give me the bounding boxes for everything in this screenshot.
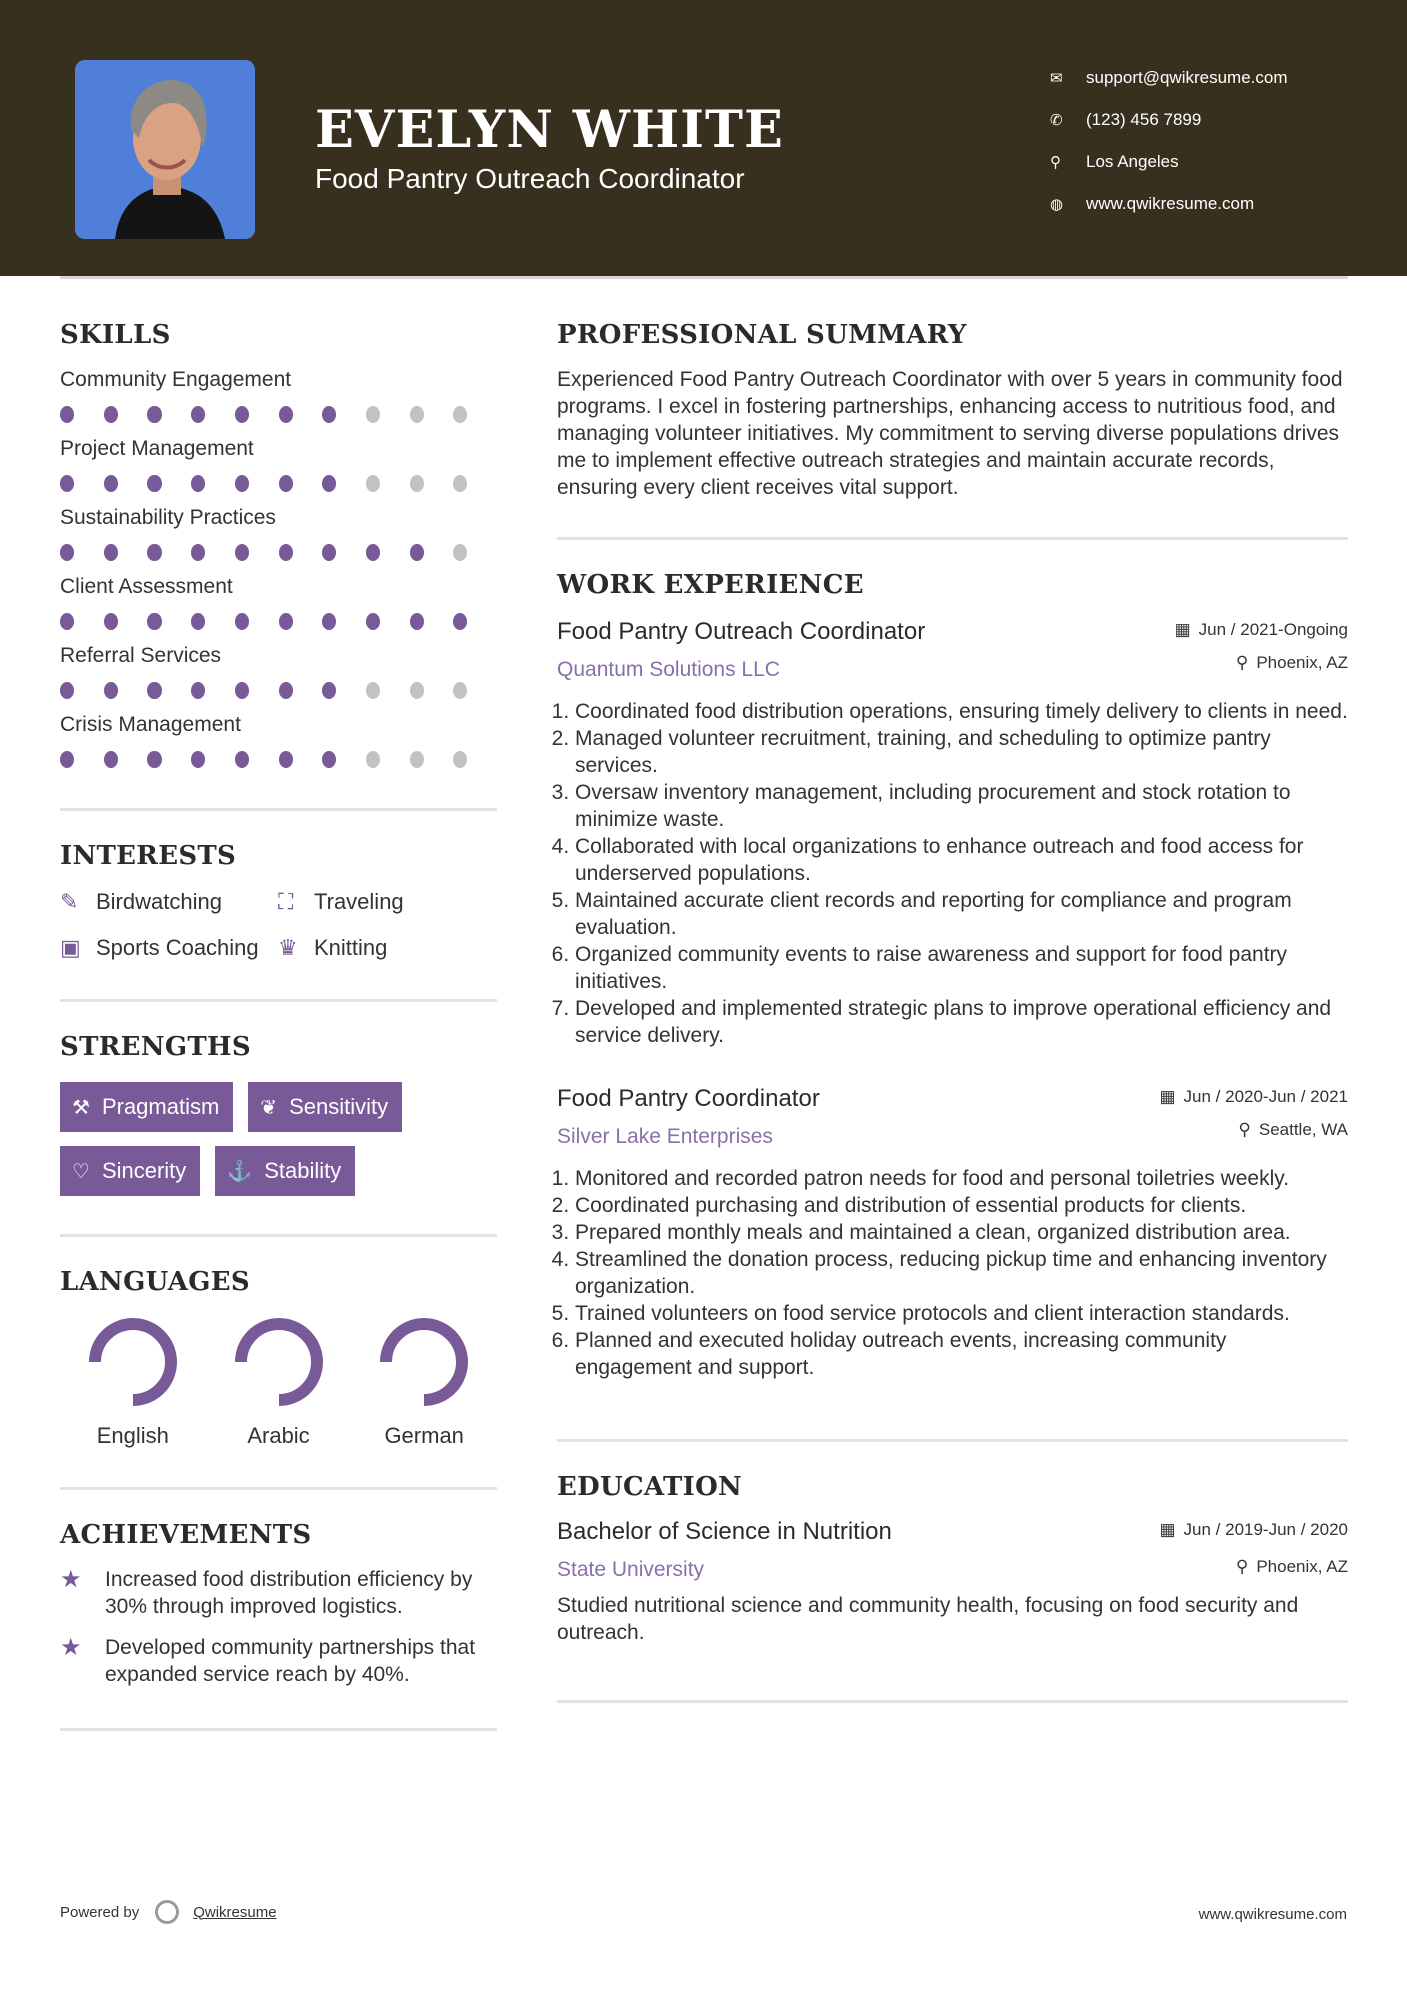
skills-heading: SKILLS	[60, 320, 171, 350]
skill-name: Project Management	[60, 437, 254, 460]
rating-dot	[410, 475, 424, 492]
education-dates	[1159, 1520, 1348, 1540]
interests-heading: INTERESTS	[60, 841, 237, 871]
contact-email[interactable]	[1050, 57, 1288, 99]
interest-label: Traveling	[314, 889, 404, 914]
envelope-icon: ✉	[1050, 70, 1063, 87]
rating-dot	[279, 613, 293, 630]
language-item	[60, 1317, 206, 1449]
rating-dot	[147, 406, 161, 423]
skill-rating	[60, 544, 497, 561]
language-level-arc	[379, 1317, 469, 1407]
rating-dot	[410, 613, 424, 630]
trophy-icon: ♛	[278, 935, 298, 960]
interest-item	[278, 889, 478, 915]
rating-dot	[279, 544, 293, 561]
strength-label: Stability	[264, 1158, 342, 1183]
candidate-name: EVELYN WHITE	[315, 100, 784, 160]
education-description: Studied nutritional science and community health, focusing on food security and outreach.	[557, 1594, 1299, 1644]
right-column	[557, 320, 1348, 1703]
skill-name: Community Engagement	[60, 368, 292, 391]
education-location	[1236, 1557, 1348, 1577]
skill-rating	[60, 682, 497, 699]
rating-dot	[104, 751, 118, 768]
skill-rating	[60, 751, 497, 768]
contact-location	[1050, 141, 1288, 183]
rating-dot	[104, 544, 118, 561]
skills-list	[60, 368, 497, 768]
section-divider	[557, 1700, 1348, 1703]
map-marker-icon: ⚲	[1050, 154, 1061, 171]
section-divider	[60, 808, 497, 811]
interest-label: Birdwatching	[96, 889, 222, 914]
language-label: English	[96, 1423, 169, 1448]
rating-dot	[235, 544, 249, 561]
contact-phone[interactable]	[1050, 99, 1288, 141]
qwikresume-logo-icon	[155, 1900, 179, 1924]
job-bullet: 6. Planned and executed holiday outreach events, increasing community engagement and support.	[575, 1327, 1348, 1381]
rating-dot	[322, 682, 336, 699]
heart-icon: ♡	[72, 1160, 90, 1183]
calendar-icon: ▦	[1159, 1520, 1176, 1539]
strength-tag	[248, 1082, 402, 1132]
skill-name: Crisis Management	[60, 713, 241, 736]
job-entry	[557, 1085, 1348, 1381]
degree-title: Bachelor of Science in Nutrition	[557, 1518, 892, 1545]
strength-tag	[60, 1146, 200, 1196]
strength-label: Sensitivity	[289, 1094, 389, 1119]
rating-dot	[322, 475, 336, 492]
portrait-image	[75, 60, 255, 239]
job-bullet: 4. Streamlined the donation process, reducing pickup time and enhancing inventory organization.	[575, 1246, 1348, 1300]
language-level-arc	[88, 1317, 178, 1407]
rating-dot	[191, 613, 205, 630]
job-bullet: 1. Coordinated food distribution operations, ensuring timely delivery to clients in need.	[575, 698, 1348, 725]
rating-dot	[279, 682, 293, 699]
rating-dot	[60, 751, 74, 768]
job-location	[1236, 653, 1348, 673]
education-dates-text: Jun / 2019-Jun / 2020	[1183, 1520, 1348, 1539]
job-bullet: 3. Prepared monthly meals and maintained a clean, organized distribution area.	[575, 1219, 1348, 1246]
star-icon: ★	[60, 1566, 82, 1593]
rating-dot	[235, 613, 249, 630]
job-bullet: 5. Trained volunteers on food service protocols and client interaction standards.	[575, 1300, 1348, 1327]
interest-label: Knitting	[314, 935, 388, 960]
rating-dot	[147, 682, 161, 699]
rating-dot	[366, 613, 380, 630]
language-item	[351, 1317, 497, 1449]
calendar-icon: ▦	[1159, 1087, 1176, 1106]
job-bullet: 1. Monitored and recorded patron needs for food and personal toiletries weekly.	[575, 1165, 1348, 1192]
rating-dot	[366, 475, 380, 492]
job-location-text: Seattle, WA	[1258, 1120, 1348, 1139]
rating-dot	[410, 406, 424, 423]
rating-dot	[279, 475, 293, 492]
rating-dot	[235, 475, 249, 492]
company-name: Silver Lake Enterprises	[557, 1125, 773, 1148]
pin-icon: ⚲	[1235, 1557, 1249, 1576]
rating-dot	[147, 544, 161, 561]
rating-dot	[322, 751, 336, 768]
education-heading: EDUCATION	[557, 1472, 743, 1502]
rating-dot	[235, 406, 249, 423]
rating-dot	[366, 544, 380, 561]
rating-dot	[235, 751, 249, 768]
strengths-heading: STRENGTHS	[60, 1032, 251, 1062]
section-divider	[60, 999, 497, 1002]
skill-rating	[60, 613, 497, 630]
skill-name: Client Assessment	[60, 575, 233, 598]
gavel-icon: ⚒	[72, 1096, 90, 1119]
website-text: www.qwikresume.com	[1086, 194, 1255, 213]
skill-name: Referral Services	[60, 644, 222, 667]
achievement-item	[60, 1566, 497, 1620]
footer-powered-by	[60, 1900, 277, 1924]
strengths-list	[60, 1082, 497, 1196]
achievement-text: Increased food distribution efficiency by 30% through improved logistics.	[105, 1568, 473, 1618]
language-arc-fill	[95, 1324, 171, 1400]
job-bullet: 6. Organized community events to raise awareness and support for food pantry initiatives.	[575, 941, 1348, 995]
rating-dot	[147, 751, 161, 768]
leaf-icon: ❦	[260, 1096, 278, 1119]
phone-text: (123) 456 7899	[1086, 110, 1202, 129]
education-entry	[557, 1518, 1348, 1646]
calendar-icon: ▦	[1174, 620, 1191, 639]
rating-dot	[191, 544, 205, 561]
job-title: Food Pantry Outreach Coordinator	[557, 618, 926, 645]
rating-dot	[366, 682, 380, 699]
language-arc-fill	[386, 1324, 462, 1400]
brand-link[interactable]: Qwikresume	[193, 1903, 277, 1921]
section-divider	[557, 537, 1348, 540]
rating-dot	[191, 682, 205, 699]
language-arc-fill	[241, 1324, 317, 1400]
rating-dot	[104, 682, 118, 699]
rating-dot	[322, 613, 336, 630]
section-divider	[60, 1728, 497, 1731]
job-bullet: 2. Managed volunteer recruitment, training, and scheduling to optimize pantry services.	[575, 725, 1348, 779]
language-level-arc	[234, 1317, 324, 1407]
language-item	[206, 1317, 352, 1449]
job-location-text: Phoenix, AZ	[1256, 653, 1348, 672]
job-entry	[557, 618, 1348, 1049]
interest-item	[60, 935, 278, 961]
section-divider	[557, 1439, 1348, 1442]
job-dates	[1175, 620, 1348, 640]
summary-heading: PROFESSIONAL SUMMARY	[557, 320, 967, 350]
job-bullets	[557, 698, 1348, 1049]
pin-icon: ⚲	[1235, 653, 1249, 672]
language-label: German	[384, 1423, 464, 1448]
anchor-icon: ⚓	[227, 1160, 253, 1183]
rating-dot	[104, 475, 118, 492]
job-bullet: 7. Developed and implemented strategic plans to improve operational efficiency and service delivery.	[575, 995, 1348, 1049]
rating-dot	[191, 475, 205, 492]
rating-dot	[453, 475, 467, 492]
header-divider	[60, 276, 1348, 279]
profile-photo	[75, 60, 255, 239]
experience-heading: WORK EXPERIENCE	[557, 570, 864, 600]
rating-dot	[147, 613, 161, 630]
education-location-text: Phoenix, AZ	[1256, 1557, 1348, 1576]
contact-website[interactable]	[1050, 183, 1288, 225]
rating-dot	[235, 682, 249, 699]
rating-dot	[366, 751, 380, 768]
rating-dot	[279, 751, 293, 768]
strength-label: Pragmatism	[101, 1094, 220, 1119]
interest-item	[278, 935, 478, 961]
rating-dot	[366, 406, 380, 423]
header	[0, 0, 1407, 276]
strength-label: Sincerity	[101, 1158, 187, 1183]
summary-text: Experienced Food Pantry Outreach Coordinator with over 5 years in community food programs. I excel in fostering partnerships, enhancing access to nutritious food, and managing volunteer initiatives. My commitment to serving diverse populations drives me to implement effective outreach strategies and maintain accurate records, ensuring every client receives vital support.	[557, 368, 1343, 499]
rating-dot	[191, 406, 205, 423]
star-icon: ★	[60, 1634, 82, 1661]
footer-url[interactable]: www.qwikresume.com	[1198, 1906, 1347, 1923]
job-bullet: 4. Collaborated with local organizations to enhance outreach and food access for underserved populations.	[575, 833, 1348, 887]
rating-dot	[453, 544, 467, 561]
section-divider	[60, 1234, 497, 1237]
strength-tag	[215, 1146, 355, 1196]
briefcase-icon: ▣	[60, 935, 81, 960]
strength-tag	[60, 1082, 233, 1132]
languages-list	[60, 1317, 497, 1449]
language-label: Arabic	[247, 1423, 310, 1448]
binoculars-icon: ⛶	[278, 889, 294, 914]
rating-dot	[410, 544, 424, 561]
left-column	[60, 320, 497, 1731]
achievement-text: Developed community partnerships that expanded service reach by 40%.	[105, 1636, 476, 1686]
section-divider	[60, 1487, 497, 1490]
email-text: support@qwikresume.com	[1086, 68, 1288, 87]
jobs-list	[557, 618, 1348, 1381]
rating-dot	[453, 682, 467, 699]
contact-list	[1050, 57, 1288, 225]
company-name: Quantum Solutions LLC	[557, 658, 780, 681]
rating-dot	[147, 475, 161, 492]
rating-dot	[453, 613, 467, 630]
rating-dot	[104, 613, 118, 630]
job-location	[1238, 1120, 1348, 1140]
achievement-item	[60, 1634, 497, 1688]
job-title: Food Pantry Coordinator	[557, 1085, 820, 1112]
job-bullet: 5. Maintained accurate client records and reporting for compliance and program evaluation.	[575, 887, 1348, 941]
rating-dot	[410, 682, 424, 699]
achievements-heading: ACHIEVEMENTS	[60, 1520, 312, 1550]
rating-dot	[60, 544, 74, 561]
school-name: State University	[557, 1558, 705, 1581]
rating-dot	[104, 406, 118, 423]
languages-heading: LANGUAGES	[60, 1267, 250, 1297]
job-bullet: 3. Oversaw inventory management, including procurement and stock rotation to minimize waste.	[575, 779, 1348, 833]
rating-dot	[60, 613, 74, 630]
location-text: Los Angeles	[1086, 152, 1179, 171]
rating-dot	[191, 751, 205, 768]
rating-dot	[322, 544, 336, 561]
job-bullet: 2. Coordinated purchasing and distribution of essential products for clients.	[575, 1192, 1348, 1219]
interest-item	[60, 889, 278, 915]
job-dates	[1159, 1087, 1348, 1107]
skill-name: Sustainability Practices	[60, 506, 276, 529]
rating-dot	[453, 406, 467, 423]
pencil-square-icon: ✎	[60, 889, 79, 914]
skill-rating	[60, 406, 497, 423]
interests-list	[60, 889, 497, 961]
job-bullets	[557, 1165, 1348, 1381]
rating-dot	[410, 751, 424, 768]
rating-dot	[453, 751, 467, 768]
powered-by-text: Powered by	[60, 1903, 140, 1921]
skill-rating	[60, 475, 497, 492]
candidate-title: Food Pantry Outreach Coordinator	[315, 163, 745, 194]
rating-dot	[279, 406, 293, 423]
globe-icon: ◍	[1050, 196, 1064, 213]
rating-dot	[322, 406, 336, 423]
rating-dot	[60, 406, 74, 423]
interest-label: Sports Coaching	[96, 935, 259, 960]
pin-icon: ⚲	[1238, 1120, 1251, 1139]
rating-dot	[60, 682, 74, 699]
phone-icon: ✆	[1050, 112, 1063, 129]
job-dates-text: Jun / 2020-Jun / 2021	[1183, 1087, 1348, 1106]
job-dates-text: Jun / 2021-Ongoing	[1198, 620, 1348, 639]
rating-dot	[60, 475, 74, 492]
